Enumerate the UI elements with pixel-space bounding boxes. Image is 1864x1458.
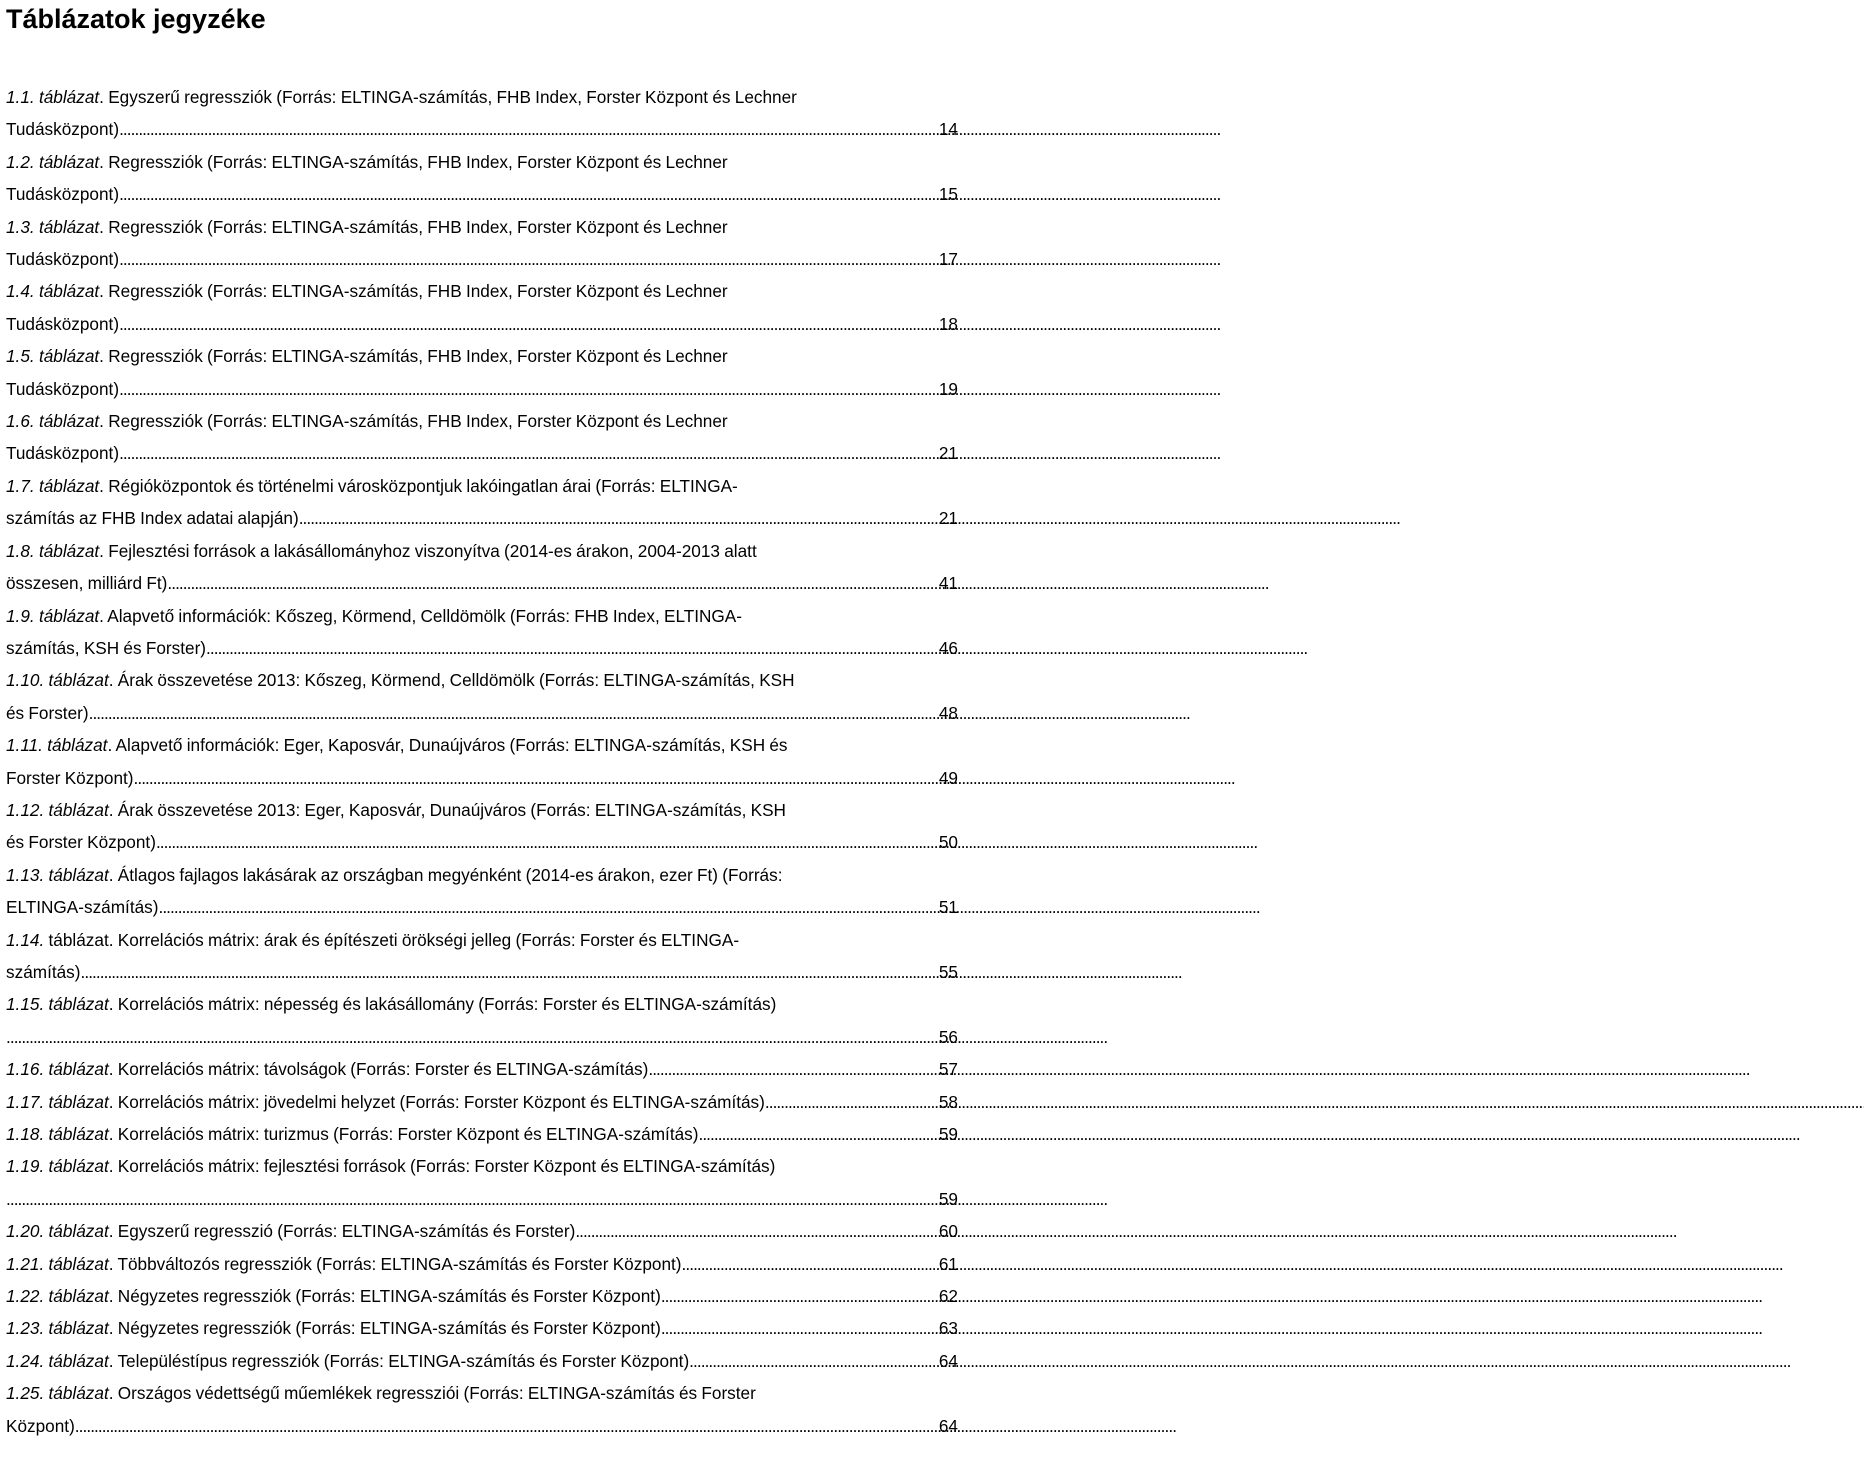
table-label: táblázat [38, 605, 100, 626]
dot-leader [206, 632, 937, 664]
table-caption: Alapvető információk: Eger, Kaposvár, Dunaújváros (Forrás: ELTINGA-számítás, KSH és [115, 735, 788, 756]
toc-entry-heading: 1.12. táblázat. Árak összevetése 2013: Eger, Kaposvár, Dunaújváros (Forrás: ELTINGA-számítás, KSH [6, 799, 786, 820]
table-number: 1.1. [6, 87, 35, 107]
table-caption-continuation: Forster Központ) [6, 767, 134, 788]
toc-entry[interactable] [6, 664, 958, 729]
table-number: 1.9. [6, 605, 35, 626]
table-caption: Regressziók (Forrás: ELTINGA-számítás, FHB Index, Forster Központ és Lechner [108, 216, 728, 237]
table-caption: Korrelációs mátrix: jövedelmi helyzet (Forrás: Forster Központ és ELTINGA-számítás) [117, 1091, 765, 1112]
toc-entry[interactable] [6, 211, 958, 276]
toc-entry-heading: 1.1. táblázat. Egyszerű regressziók (Forrás: ELTINGA-számítás, FHB Index, Forster Központ és Lechner [6, 87, 797, 107]
table-caption-continuation: ELTINGA-számítás) [6, 897, 159, 918]
toc-entry-line [6, 308, 958, 340]
table-label: táblázat [38, 475, 100, 496]
page-number: 60 [938, 1221, 958, 1242]
table-number: 1.8. [6, 540, 35, 561]
table-caption-continuation: Tudásközpont) [6, 119, 120, 140]
page-number: 17 [938, 249, 958, 270]
dot-leader [661, 1280, 937, 1312]
table-label: táblázat [48, 1059, 109, 1080]
table-caption: Négyzetes regressziók (Forrás: ELTINGA-számítás és Forster Központ) [117, 1318, 661, 1339]
toc-entry-line [6, 373, 958, 405]
toc-entry-line [6, 502, 958, 534]
table-label: táblázat [38, 87, 100, 107]
toc-entry-heading: 1.13. táblázat. Átlagos fajlagos lakásárak az országban megyénként (2014-es árakon, ezer Ft) (Forrás: [6, 864, 783, 885]
toc-entry[interactable] [6, 1377, 958, 1442]
dot-leader [119, 373, 937, 405]
toc-entry-heading: 1.6. táblázat. Regressziók (Forrás: ELTINGA-számítás, FHB Index, Forster Központ és Lechner [6, 411, 728, 432]
page-title: Táblázatok jegyzéke [6, 4, 266, 34]
table-caption: Átlagos fajlagos lakásárak az országban megyénként (2014-es árakon, ezer Ft) (Forrás: [117, 864, 783, 885]
toc-entry[interactable] [6, 405, 958, 470]
toc-entry-line [6, 275, 958, 307]
toc-entry-heading: 1.23. táblázat. Négyzetes regressziók (Forrás: ELTINGA-számítás és Forster Központ) [6, 1318, 661, 1339]
table-label: táblázat [38, 540, 100, 561]
table-caption: Regressziók (Forrás: ELTINGA-számítás, FHB Index, Forster Központ és Lechner [108, 281, 728, 302]
table-caption: Egyszerű regresszió (Forrás: ELTINGA-számítás és Forster) [117, 1221, 576, 1242]
toc-entry[interactable] [6, 1118, 958, 1150]
toc-entry-line [6, 891, 958, 923]
table-label: táblázat [48, 864, 109, 885]
toc-entry-heading: 1.20. táblázat. Egyszerű regresszió (Forrás: ELTINGA-számítás és Forster) [6, 1221, 576, 1242]
table-caption: Korrelációs mátrix: népesség és lakásállomány (Forrás: Forster és ELTINGA-számítás) [117, 994, 777, 1015]
toc-entry-line [6, 1150, 958, 1182]
table-of-tables-list [6, 81, 958, 1442]
table-caption-continuation: Tudásközpont) [6, 313, 120, 334]
page-number: 56 [938, 1026, 958, 1047]
table-number: 1.7. [6, 475, 35, 496]
table-caption: Regressziók (Forrás: ELTINGA-számítás, FHB Index, Forster Központ és Lechner [108, 411, 728, 432]
table-label: táblázat [48, 1383, 109, 1404]
table-caption-continuation: számítás) [6, 961, 81, 982]
table-caption: Többváltozós regressziók (Forrás: ELTINGA-számítás és Forster Központ) [117, 1253, 682, 1274]
table-caption: Településtípus regressziók (Forrás: ELTINGA-számítás és Forster Központ) [117, 1350, 690, 1371]
toc-entry[interactable] [6, 1086, 958, 1118]
page-number: 64 [938, 1415, 958, 1436]
toc-entry-heading: 1.2. táblázat. Regressziók (Forrás: ELTINGA-számítás, FHB Index, Forster Központ és Lechner [6, 151, 728, 172]
toc-entry-heading: 1.14. táblázat. Korrelációs mátrix: árak és építészeti örökségi jelleg (Forrás: Forster és ELTINGA- [6, 929, 740, 950]
table-caption-continuation: Tudásközpont) [6, 249, 120, 270]
toc-entry[interactable] [6, 146, 958, 211]
table-caption: Négyzetes regressziók (Forrás: ELTINGA-számítás és Forster Központ) [117, 1286, 661, 1307]
table-number: 1.11. [6, 735, 43, 756]
toc-entry-heading: 1.16. táblázat. Korrelációs mátrix: távolságok (Forrás: Forster és ELTINGA-számítás) [6, 1059, 649, 1080]
toc-entry-line [6, 664, 958, 696]
table-number: 1.17. [6, 1091, 45, 1112]
dot-leader [575, 1215, 937, 1247]
toc-entry-heading: 1.15. táblázat. Korrelációs mátrix: népesség és lakásállomány (Forrás: Forster és ELTINGA-számítás) [6, 994, 777, 1015]
dot-leader [689, 1345, 937, 1377]
dot-leader [299, 502, 937, 534]
toc-entry-line [6, 470, 958, 502]
table-label: táblázat [48, 1156, 109, 1177]
table-number: 1.21. [6, 1253, 45, 1274]
toc-entry-heading: 1.10. táblázat. Árak összevetése 2013: Kőszeg, Körmend, Celldömölk (Forrás: ELTINGA-számítás, KSH [6, 670, 795, 691]
toc-entry[interactable] [6, 1150, 958, 1215]
table-caption-continuation: Központ) [6, 1415, 75, 1436]
table-caption-continuation: Tudásközpont) [6, 443, 120, 464]
table-caption: Árak összevetése 2013: Kőszeg, Körmend, Celldömölk (Forrás: ELTINGA-számítás, KSH [117, 670, 795, 691]
table-label: táblázat [38, 346, 100, 367]
toc-entry-heading: 1.4. táblázat. Regressziók (Forrás: ELTINGA-számítás, FHB Index, Forster Központ és Lechner [6, 281, 728, 302]
dot-leader [119, 308, 937, 340]
table-caption-continuation: és Forster Központ) [6, 832, 156, 853]
toc-entry-line [6, 1086, 958, 1118]
table-number: 1.16. [6, 1059, 45, 1080]
toc-entry[interactable] [6, 988, 958, 1053]
toc-entry[interactable] [6, 470, 958, 535]
table-number: 1.4. [6, 281, 35, 302]
page-number: 62 [938, 1286, 958, 1307]
dot-leader [81, 956, 937, 988]
table-caption-continuation: és Forster) [6, 702, 89, 723]
toc-entry-line [6, 81, 958, 113]
table-number: 1.24. [6, 1350, 45, 1371]
page-number: 50 [938, 832, 958, 853]
page-number: 48 [938, 702, 958, 723]
toc-entry-line [6, 729, 958, 761]
table-number: 1.18. [6, 1124, 45, 1144]
table-label: táblázat [48, 1350, 109, 1371]
toc-entry-line [6, 859, 958, 891]
dot-leader [119, 243, 937, 275]
page-number: 18 [938, 313, 958, 334]
page-number: 21 [938, 508, 958, 529]
toc-entry[interactable] [6, 340, 958, 405]
toc-entry-line [6, 1118, 958, 1150]
table-caption: Országos védettségű műemlékek regressziói (Forrás: ELTINGA-számítás és Forster [117, 1383, 756, 1404]
toc-entry-line [6, 826, 958, 858]
dot-leader [661, 1312, 937, 1344]
toc-entry-line [6, 1183, 958, 1215]
table-caption: Alapvető információk: Kőszeg, Körmend, Celldömölk (Forrás: FHB Index, ELTINGA- [107, 605, 742, 626]
page-number: 63 [938, 1318, 958, 1339]
table-caption: Regressziók (Forrás: ELTINGA-számítás, FHB Index, Forster Központ és Lechner [108, 346, 728, 367]
dot-leader [6, 1183, 937, 1215]
page-number: 19 [938, 378, 958, 399]
toc-entry-heading: 1.9. táblázat. Alapvető információk: Kőszeg, Körmend, Celldömölk (Forrás: FHB Index, ELTINGA- [6, 605, 742, 626]
page-number: 15 [938, 184, 958, 205]
toc-entry[interactable] [6, 81, 958, 146]
dot-leader [698, 1118, 936, 1150]
toc-entry[interactable] [6, 1215, 958, 1247]
table-caption-continuation: számítás, KSH és Forster) [6, 637, 207, 658]
toc-entry[interactable] [6, 794, 958, 859]
table-label: táblázat [38, 151, 100, 172]
toc-entry-heading: 1.18. táblázat. Korrelációs mátrix: turizmus (Forrás: Forster Központ és ELTINGA-számítás) [6, 1124, 699, 1144]
toc-entry-heading: 1.21. táblázat. Többváltozós regressziók (Forrás: ELTINGA-számítás és Forster Központ) [6, 1253, 682, 1274]
toc-entry-heading: 1.3. táblázat. Regressziók (Forrás: ELTINGA-számítás, FHB Index, Forster Központ és Lechner [6, 216, 728, 237]
toc-entry-heading: 1.25. táblázat. Országos védettségű műemlékek regressziói (Forrás: ELTINGA-számítás és Forster [6, 1383, 756, 1404]
toc-entry-line [6, 956, 958, 988]
toc-entry-line [6, 567, 958, 599]
dot-leader [6, 1021, 937, 1053]
page-number: 14 [938, 119, 958, 140]
dot-leader [156, 826, 937, 858]
table-number: 1.23. [6, 1318, 45, 1339]
table-number: 1.6. [6, 411, 35, 432]
table-number: 1.13. [6, 864, 45, 885]
toc-entry[interactable] [6, 275, 958, 340]
toc-entry-line [6, 437, 958, 469]
page-number: 46 [938, 637, 958, 658]
table-number: 1.14. [6, 929, 45, 950]
table-label: táblázat [48, 929, 109, 950]
table-label: táblázat [38, 411, 100, 432]
toc-entry[interactable] [6, 1053, 958, 1085]
table-number: 1.5. [6, 346, 35, 367]
table-label: táblázat [38, 216, 100, 237]
table-number: 1.10. [6, 670, 45, 691]
table-caption-continuation: Tudásközpont) [6, 184, 120, 205]
dot-leader [119, 437, 937, 469]
toc-entry-line [6, 988, 958, 1020]
toc-entry-line [6, 1377, 958, 1409]
page-number: 41 [938, 573, 958, 594]
table-caption: Korrelációs mátrix: fejlesztési források (Forrás: Forster Központ és ELTINGA-számítás) [117, 1156, 776, 1177]
table-caption: Korrelációs mátrix: turizmus (Forrás: Forster Központ és ELTINGA-számítás) [117, 1124, 699, 1144]
toc-entry-heading: 1.17. táblázat. Korrelációs mátrix: jövedelmi helyzet (Forrás: Forster Központ és ELTINGA-számítás) [6, 1091, 765, 1112]
toc-entry-line [6, 632, 958, 664]
table-number: 1.2. [6, 151, 35, 172]
dot-leader [119, 178, 937, 210]
toc-entry-line [6, 1248, 958, 1280]
toc-entry-heading: 1.5. táblázat. Regressziók (Forrás: ELTINGA-számítás, FHB Index, Forster Központ és Lechner [6, 346, 728, 367]
toc-entry-line [6, 697, 958, 729]
table-number: 1.19. [6, 1156, 45, 1177]
toc-entry-line [6, 178, 958, 210]
table-caption-continuation: Tudásközpont) [6, 378, 120, 399]
table-number: 1.22. [6, 1286, 45, 1307]
table-label: táblázat [48, 994, 109, 1015]
toc-entry-line [6, 924, 958, 956]
dot-leader [648, 1053, 937, 1085]
toc-entry[interactable] [6, 1248, 958, 1280]
toc-entry[interactable] [6, 859, 958, 924]
table-label: táblázat [48, 1318, 109, 1339]
toc-entry-line [6, 405, 958, 437]
toc-entry-line [6, 1410, 958, 1442]
toc-entry-line [6, 1053, 958, 1085]
table-caption: Korrelációs mátrix: távolságok (Forrás: Forster és ELTINGA-számítás) [117, 1059, 649, 1080]
toc-entry-line [6, 113, 958, 145]
toc-entry-line [6, 794, 958, 826]
toc-entry[interactable] [6, 535, 958, 600]
toc-entry-line [6, 1312, 958, 1344]
table-label: táblázat [38, 281, 100, 302]
dot-leader [134, 762, 937, 794]
page-number: 61 [938, 1253, 958, 1274]
table-caption: Árak összevetése 2013: Eger, Kaposvár, Dunaújváros (Forrás: ELTINGA-számítás, KSH [117, 799, 786, 820]
toc-entry-heading: 1.24. táblázat. Településtípus regressziók (Forrás: ELTINGA-számítás és Forster Központ) [6, 1350, 690, 1371]
toc-entry[interactable] [6, 1280, 958, 1312]
table-number: 1.20. [6, 1221, 45, 1242]
toc-entry-heading: 1.22. táblázat. Négyzetes regressziók (Forrás: ELTINGA-számítás és Forster Központ) [6, 1286, 661, 1307]
page-number: 59 [938, 1124, 958, 1144]
table-number: 1.15. [6, 994, 45, 1015]
dot-leader [119, 113, 937, 145]
toc-entry[interactable] [6, 729, 958, 794]
page-number: 51 [938, 897, 958, 918]
page-number: 49 [938, 767, 958, 788]
toc-entry-line [6, 243, 958, 275]
page-number: 55 [938, 961, 958, 982]
table-caption: Korrelációs mátrix: árak és építészeti örökségi jelleg (Forrás: Forster és ELTINGA- [117, 929, 740, 950]
table-number: 1.12. [6, 799, 45, 820]
dot-leader [75, 1410, 937, 1442]
dot-leader [158, 891, 936, 923]
toc-entry-heading: 1.11. táblázat. Alapvető információk: Eger, Kaposvár, Dunaújváros (Forrás: ELTINGA-számítás, KSH és [6, 735, 788, 756]
toc-entry-heading: 1.7. táblázat. Régióközpontok és történelmi városközpontjuk lakóingatlan árai (Forrás: ELTINGA- [6, 475, 738, 496]
toc-entry[interactable] [6, 600, 958, 665]
toc-entry-line [6, 1021, 958, 1053]
toc-entry-line [6, 535, 958, 567]
table-label: táblázat [48, 670, 109, 691]
dot-leader [89, 697, 937, 729]
toc-entry[interactable] [6, 1345, 958, 1377]
dot-leader [682, 1248, 937, 1280]
page-number: 59 [938, 1188, 958, 1209]
toc-entry[interactable] [6, 924, 958, 989]
table-label: táblázat [48, 1253, 109, 1274]
table-number: 1.3. [6, 216, 35, 237]
table-caption-continuation: összesen, milliárd Ft) [6, 573, 168, 594]
table-caption: Regressziók (Forrás: ELTINGA-számítás, FHB Index, Forster Központ és Lechner [108, 151, 728, 172]
table-caption-continuation: számítás az FHB Index adatai alapján) [6, 508, 299, 529]
table-label: táblázat [48, 1221, 109, 1242]
toc-entry-line [6, 1215, 958, 1247]
toc-entry-line [6, 146, 958, 178]
table-label: táblázat [48, 1091, 109, 1112]
page-number: 57 [938, 1059, 958, 1080]
toc-entry-line [6, 340, 958, 372]
table-label: táblázat [47, 735, 108, 756]
dot-leader [765, 1086, 937, 1118]
table-caption: Egyszerű regressziók (Forrás: ELTINGA-számítás, FHB Index, Forster Központ és Lechner [108, 87, 797, 107]
toc-entry-line [6, 1345, 958, 1377]
table-number: 1.25. [6, 1383, 45, 1404]
table-label: táblázat [48, 799, 109, 820]
toc-entry-line [6, 211, 958, 243]
table-caption: Fejlesztési források a lakásállományhoz viszonyítva (2014-es árakon, 2004-2013 alatt [108, 540, 757, 561]
toc-entry-line [6, 762, 958, 794]
toc-entry-line [6, 1280, 958, 1312]
toc-entry-heading: 1.8. táblázat. Fejlesztési források a lakásállományhoz viszonyítva (2014-es árakon, 2004-2013 alatt [6, 540, 757, 561]
page-number: 21 [938, 443, 958, 464]
toc-entry-line [6, 600, 958, 632]
table-label: táblázat [48, 1124, 109, 1144]
page-number: 64 [938, 1350, 958, 1371]
table-caption: Régióközpontok és történelmi városközpontjuk lakóingatlan árai (Forrás: ELTINGA- [108, 475, 738, 496]
page-number: 58 [938, 1091, 958, 1112]
table-label: táblázat [48, 1286, 109, 1307]
toc-entry[interactable] [6, 1312, 958, 1344]
dot-leader [167, 567, 937, 599]
toc-entry-heading: 1.19. táblázat. Korrelációs mátrix: fejlesztési források (Forrás: Forster Központ és ELTINGA-számítás) [6, 1156, 776, 1177]
